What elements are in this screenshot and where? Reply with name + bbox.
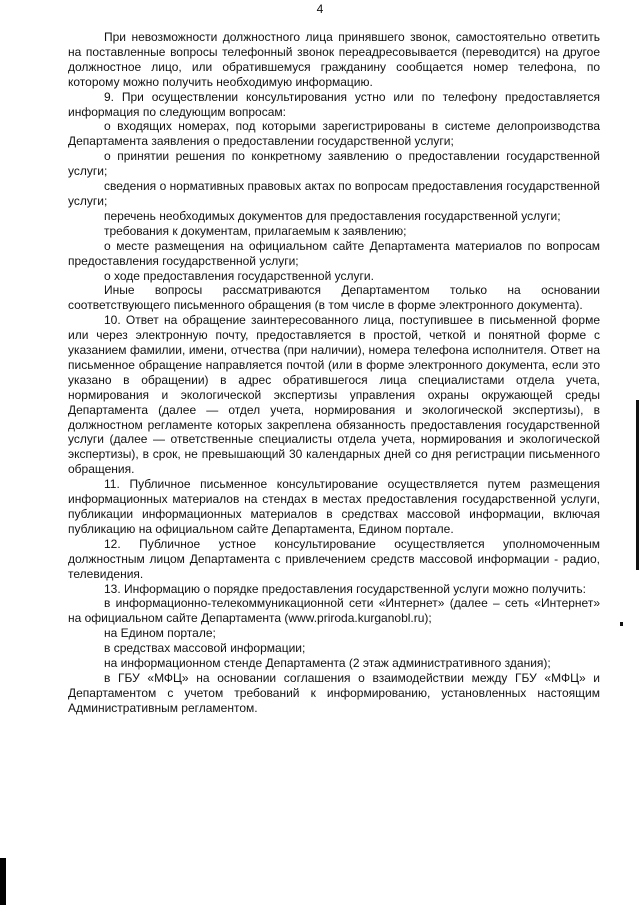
list-item-documents-list: перечень необходимых документов для предоставления государственной услуги; [104,208,561,223]
list-item-website-materials: о месте размещения на официальном сайте Департамента материалов по вопросам предоставления государственной услуги; [68,238,600,268]
list-item-mfc: в ГБУ «МФЦ» на основании соглашения о взаимодействии между ГБУ «МФЦ» и Департаментом с учетом требований к информированию, установленных настоящим Административным регламентом. [68,670,600,715]
list-item-unified-portal: на Едином портале; [104,626,216,641]
list-item-info-stand: на информационном стенде Департамента (2 этаж административного здания); [104,656,551,671]
list-item-mass-media: в средствах массовой информации; [104,641,306,656]
list-item-service-progress: о ходе предоставления государственной услуги. [104,268,374,283]
list-item-document-requirements: требования к документам, прилагаемым к заявлению; [104,223,407,238]
scan-dot-mark [620,622,623,626]
paragraph-item-11: 11. Публичное письменное консультирование осуществляется путем размещения информационных материалов на стендах в местах предоставления государственной услуги, публикации информационных материалов в средствах массовой информации, включая публикацию на официальном сайте Департамента, Едином портале. [68,477,600,536]
scan-edge-mark [636,400,639,570]
list-item-incoming-numbers: о входящих номерах, под которыми зарегистрированы в системе делопроизводства Департамента заявления о предоставлении государственной услуги; [68,119,600,149]
paragraph-item-9: 9. При осуществлении консультирования устно или по телефону предоставляется информация по следующим вопросам: [68,89,600,119]
list-item-legal-acts: сведения о нормативных правовых актах по вопросам предоставления государственной услуги; [68,179,600,208]
scan-corner-mark [0,858,6,905]
list-item-decision: о принятии решения по конкретному заявлению о предоставлении государственной услуги; [68,149,600,179]
page-number: 4 [316,2,324,16]
paragraph-other-questions: Иные вопросы рассматриваются Департаментом только на основании соответствующего письменного обращения (в том числе в форме электронного документа). [68,283,600,313]
list-item-internet: в информационно-телекоммуникационной сети «Интернет» (далее – сеть «Интернет» на официальном сайте Департамента (www.priroda.kurganobl.ru); [68,596,600,626]
paragraph-item-13: 13. Информацию о порядке предоставления государственной услуги можно получить: [104,581,586,596]
paragraph-item-12: 12. Публичное устное консультирование осуществляется уполномоченным должностным лицом Департамента с привлечением средств массовой информации - радио, телевидения. [68,536,600,581]
paragraph-item-10: 10. Ответ на обращение заинтересованного лица, поступившее в письменной форме или через электронную почту, предоставляется в простой, четкой и понятной форме с указанием фамилии, имени, отчества (при наличии), номера телефона исполнителя. Ответ на письменное обращение направляется почтой (или в форме электронного документа, если это указано в обращении) в адрес обратившегося лица специалистами отдела учета, нормирования и экологической экспертизы управления охраны окружающей среды Департамента (далее — отдел учета, нормирования и экологической экспертизы), в должностном регламенте которых закреплена обязанность предоставления государственной услуги (далее — ответственные специалисты отдела учета, нормирования и экологической экспертизы), в срок, не превышающий 30 календарных дней со дня регистрации письменного обращения. [68,313,600,477]
document-body [68,30,600,716]
paragraph-redirect-call: При невозможности должностного лица принявшего звонок, самостоятельно ответить на поставленные вопросы телефонный звонок переадресовывается (переводится) на другое должностное лицо, или обратившемуся гражданину сообщается номер телефона, по которому можно получить необходимую информацию. [68,30,600,89]
